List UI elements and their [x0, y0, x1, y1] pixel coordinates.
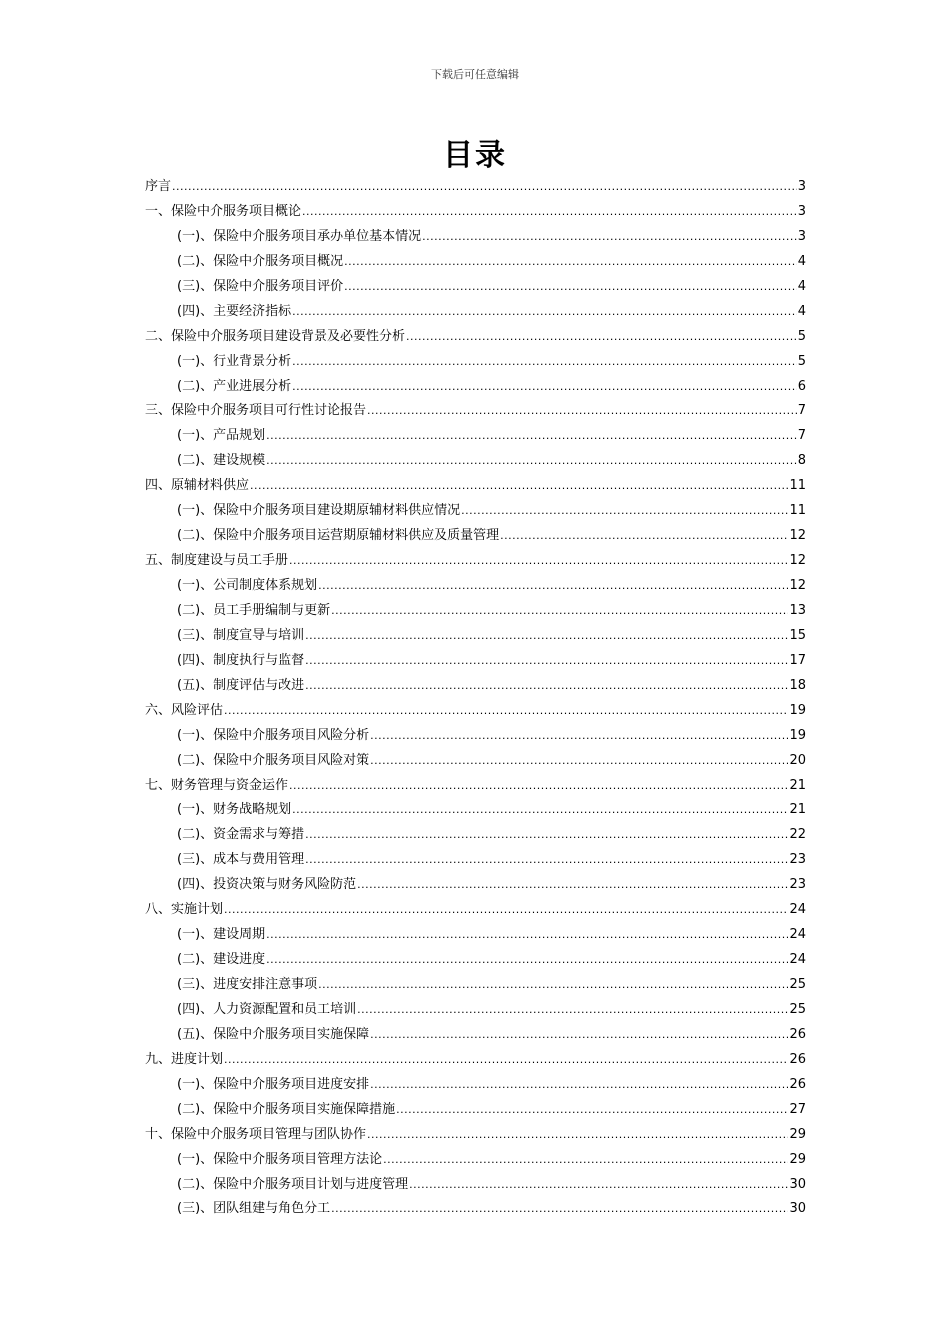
toc-entry[interactable] — [145, 275, 806, 300]
toc-entry-label: (二)、员工手册编制与更新 — [177, 602, 331, 618]
toc-dot-leader — [409, 1173, 788, 1198]
toc-entry-label: (一)、公司制度体系规划 — [177, 578, 318, 593]
toc-entry[interactable] — [145, 250, 806, 275]
toc-entry[interactable] — [145, 574, 806, 599]
table-of-contents — [145, 175, 806, 1222]
toc-entry-page: 7 — [797, 428, 806, 444]
toc-entry-page: 17 — [789, 652, 806, 668]
toc-entry-page: 11 — [789, 503, 806, 519]
toc-entry-label: 五、制度建设与员工手册 — [145, 553, 289, 569]
toc-dot-leader — [370, 724, 788, 749]
toc-entry-label: (二)、保险中介服务项目运营期原辅材料供应及质量管理 — [177, 528, 500, 544]
toc-entry-page: 4 — [797, 303, 806, 319]
toc-entry-page: 6 — [797, 378, 806, 394]
toc-entry[interactable] — [145, 774, 806, 799]
toc-entry-page: 12 — [789, 528, 806, 544]
toc-dot-leader — [370, 1073, 788, 1098]
toc-entry-label: 一、保险中介服务项目概论 — [145, 203, 302, 219]
toc-entry[interactable] — [145, 350, 806, 375]
toc-entry[interactable] — [145, 624, 806, 649]
toc-entry-label: (五)、保险中介服务项目实施保障 — [177, 1026, 370, 1042]
toc-entry[interactable] — [145, 798, 806, 823]
toc-dot-leader — [406, 325, 797, 350]
toc-entry-label: (四)、制度执行与监督 — [177, 652, 305, 668]
toc-entry[interactable] — [145, 1073, 806, 1098]
toc-entry-label: 八、实施计划 — [145, 902, 224, 918]
toc-entry-page: 24 — [789, 927, 806, 943]
toc-dot-leader — [266, 424, 797, 449]
toc-entry[interactable] — [145, 1197, 806, 1222]
toc-dot-leader — [344, 275, 797, 300]
toc-dot-leader — [331, 599, 788, 624]
toc-entry-page: 3 — [797, 179, 806, 194]
toc-entry-page: 25 — [789, 1001, 806, 1017]
toc-entry-label: (二)、保险中介服务项目计划与进度管理 — [177, 1176, 409, 1192]
toc-entry-page: 19 — [789, 702, 806, 718]
toc-dot-leader — [461, 499, 788, 524]
toc-dot-leader — [318, 973, 788, 998]
toc-dot-leader — [302, 200, 797, 225]
toc-dot-leader — [292, 798, 788, 823]
toc-entry[interactable] — [145, 973, 806, 998]
toc-entry[interactable] — [145, 873, 806, 898]
toc-entry-page: 25 — [789, 977, 806, 992]
toc-entry-page: 12 — [789, 553, 806, 569]
toc-entry-page: 29 — [789, 1126, 806, 1142]
toc-entry-label: (五)、制度评估与改进 — [177, 677, 305, 693]
toc-entry-label: (一)、建设周期 — [177, 927, 266, 943]
page-title: 目录 — [443, 138, 507, 173]
toc-entry-page: 15 — [789, 627, 806, 643]
toc-entry-page: 24 — [789, 952, 806, 968]
toc-entry[interactable] — [145, 175, 806, 200]
toc-dot-leader — [318, 574, 788, 599]
toc-entry-label: (一)、保险中介服务项目进度安排 — [177, 1076, 370, 1092]
toc-entry[interactable] — [145, 524, 806, 549]
toc-dot-leader — [266, 449, 797, 474]
toc-dot-leader — [370, 749, 788, 774]
toc-dot-leader — [367, 399, 797, 424]
toc-entry[interactable] — [145, 499, 806, 524]
toc-entry-label: (一)、保险中介服务项目风险分析 — [177, 727, 370, 743]
toc-dot-leader — [172, 175, 797, 200]
toc-entry-label: (三)、成本与费用管理 — [177, 852, 305, 868]
toc-entry-page: 29 — [789, 1151, 806, 1167]
toc-dot-leader — [305, 848, 788, 873]
toc-entry[interactable] — [145, 923, 806, 948]
toc-entry[interactable] — [145, 749, 806, 774]
toc-entry-label: (四)、投资决策与财务风险防范 — [177, 877, 357, 893]
toc-entry-label: (三)、制度宣导与培训 — [177, 627, 305, 643]
toc-entry-page: 21 — [789, 777, 806, 793]
toc-dot-leader — [266, 948, 788, 973]
toc-entry-page: 13 — [789, 602, 806, 618]
toc-entry-page: 11 — [789, 478, 806, 494]
toc-entry-page: 21 — [789, 802, 806, 818]
toc-entry-page: 5 — [797, 328, 806, 344]
toc-entry-label: (二)、资金需求与筹措 — [177, 827, 305, 843]
toc-entry-label: (三)、保险中介服务项目评价 — [177, 278, 344, 294]
toc-entry-page: 20 — [789, 752, 806, 768]
toc-entry-page: 27 — [789, 1101, 806, 1117]
toc-entry-label: (三)、进度安排注意事项 — [177, 977, 318, 992]
toc-entry-label: 四、原辅材料供应 — [145, 478, 250, 494]
toc-entry[interactable] — [145, 449, 806, 474]
toc-dot-leader — [500, 524, 788, 549]
toc-entry-label: (二)、产业进展分析 — [177, 378, 292, 394]
toc-dot-leader — [266, 923, 788, 948]
toc-dot-leader — [289, 549, 788, 574]
toc-entry[interactable] — [145, 674, 806, 699]
toc-entry-label: (二)、保险中介服务项目实施保障措施 — [177, 1101, 396, 1117]
toc-entry-label: (一)、行业背景分析 — [177, 353, 292, 369]
toc-entry-label: (二)、建设进度 — [177, 952, 266, 968]
toc-entry-label: 序言 — [145, 179, 172, 194]
toc-dot-leader — [422, 225, 797, 250]
toc-entry[interactable] — [145, 699, 806, 724]
toc-entry[interactable] — [145, 599, 806, 624]
toc-dot-leader — [224, 898, 788, 923]
toc-dot-leader — [383, 1148, 788, 1173]
toc-entry-page: 4 — [797, 278, 806, 294]
toc-entry[interactable] — [145, 1098, 806, 1123]
toc-dot-leader — [250, 474, 788, 499]
toc-dot-leader — [305, 624, 788, 649]
toc-entry-label: (二)、保险中介服务项目概况 — [177, 253, 344, 269]
toc-dot-leader — [305, 823, 788, 848]
toc-dot-leader — [331, 1197, 788, 1222]
toc-entry[interactable] — [145, 724, 806, 749]
toc-dot-leader — [292, 300, 797, 325]
toc-dot-leader — [370, 1023, 788, 1048]
toc-entry-label: (一)、保险中介服务项目管理方法论 — [177, 1151, 383, 1167]
toc-entry-page: 23 — [789, 877, 806, 893]
toc-entry-label: (四)、人力资源配置和员工培训 — [177, 1001, 357, 1017]
toc-entry-page: 3 — [797, 228, 806, 244]
toc-entry-label: 二、保险中介服务项目建设背景及必要性分析 — [145, 328, 406, 344]
toc-dot-leader — [396, 1098, 788, 1123]
toc-entry[interactable] — [145, 399, 806, 424]
toc-entry-page: 12 — [789, 578, 806, 593]
toc-entry-page: 18 — [789, 677, 806, 693]
toc-entry[interactable] — [145, 300, 806, 325]
toc-entry[interactable] — [145, 848, 806, 873]
page-header: 下载后可任意编辑 — [431, 68, 519, 81]
toc-entry-label: 十、保险中介服务项目管理与团队协作 — [145, 1126, 367, 1142]
toc-dot-leader — [292, 375, 797, 400]
toc-entry[interactable] — [145, 1123, 806, 1148]
toc-dot-leader — [289, 774, 788, 799]
toc-entry-label: (二)、建设规模 — [177, 453, 266, 469]
toc-entry[interactable] — [145, 1173, 806, 1198]
toc-entry-page: 22 — [789, 827, 806, 843]
toc-dot-leader — [357, 873, 788, 898]
toc-entry-page: 3 — [797, 203, 806, 219]
toc-entry[interactable] — [145, 649, 806, 674]
toc-entry[interactable] — [145, 424, 806, 449]
toc-entry-page: 26 — [789, 1026, 806, 1042]
toc-entry-page: 7 — [797, 403, 806, 419]
toc-entry[interactable] — [145, 1148, 806, 1173]
toc-entry-label: (二)、保险中介服务项目风险对策 — [177, 752, 370, 768]
toc-entry[interactable] — [145, 1023, 806, 1048]
toc-entry-label: 九、进度计划 — [145, 1051, 224, 1067]
toc-dot-leader — [224, 699, 788, 724]
toc-entry-page: 23 — [789, 852, 806, 868]
toc-entry[interactable] — [145, 325, 806, 350]
toc-dot-leader — [292, 350, 797, 375]
toc-dot-leader — [344, 250, 797, 275]
toc-entry-page: 26 — [789, 1076, 806, 1092]
toc-entry-label: (四)、主要经济指标 — [177, 303, 292, 319]
toc-entry-label: 七、财务管理与资金运作 — [145, 777, 289, 793]
toc-entry[interactable] — [145, 200, 806, 225]
toc-dot-leader — [224, 1048, 788, 1073]
toc-entry[interactable] — [145, 948, 806, 973]
toc-entry-label: (一)、保险中介服务项目建设期原辅材料供应情况 — [177, 503, 461, 519]
toc-entry[interactable] — [145, 998, 806, 1023]
toc-entry-label: 三、保险中介服务项目可行性讨论报告 — [145, 403, 367, 419]
toc-entry-page: 8 — [797, 453, 806, 469]
toc-entry-page: 19 — [789, 727, 806, 743]
toc-entry-page: 24 — [789, 902, 806, 918]
toc-entry[interactable] — [145, 1048, 806, 1073]
toc-entry-label: (一)、保险中介服务项目承办单位基本情况 — [177, 228, 422, 244]
toc-entry-label: (一)、产品规划 — [177, 428, 266, 444]
toc-dot-leader — [305, 649, 788, 674]
toc-dot-leader — [305, 674, 788, 699]
toc-entry[interactable] — [145, 225, 806, 250]
toc-entry-page: 26 — [789, 1051, 806, 1067]
toc-entry[interactable] — [145, 474, 806, 499]
toc-entry-label: (一)、财务战略规划 — [177, 802, 292, 818]
toc-entry[interactable] — [145, 823, 806, 848]
toc-dot-leader — [367, 1123, 788, 1148]
toc-entry-page: 30 — [789, 1201, 806, 1217]
toc-entry-page: 5 — [797, 353, 806, 369]
toc-entry-page: 30 — [789, 1176, 806, 1192]
toc-entry[interactable] — [145, 549, 806, 574]
toc-entry[interactable] — [145, 898, 806, 923]
toc-entry[interactable] — [145, 375, 806, 400]
toc-entry-label: (三)、团队组建与角色分工 — [177, 1201, 331, 1217]
toc-dot-leader — [357, 998, 788, 1023]
toc-entry-page: 4 — [797, 253, 806, 269]
toc-entry-label: 六、风险评估 — [145, 702, 224, 718]
